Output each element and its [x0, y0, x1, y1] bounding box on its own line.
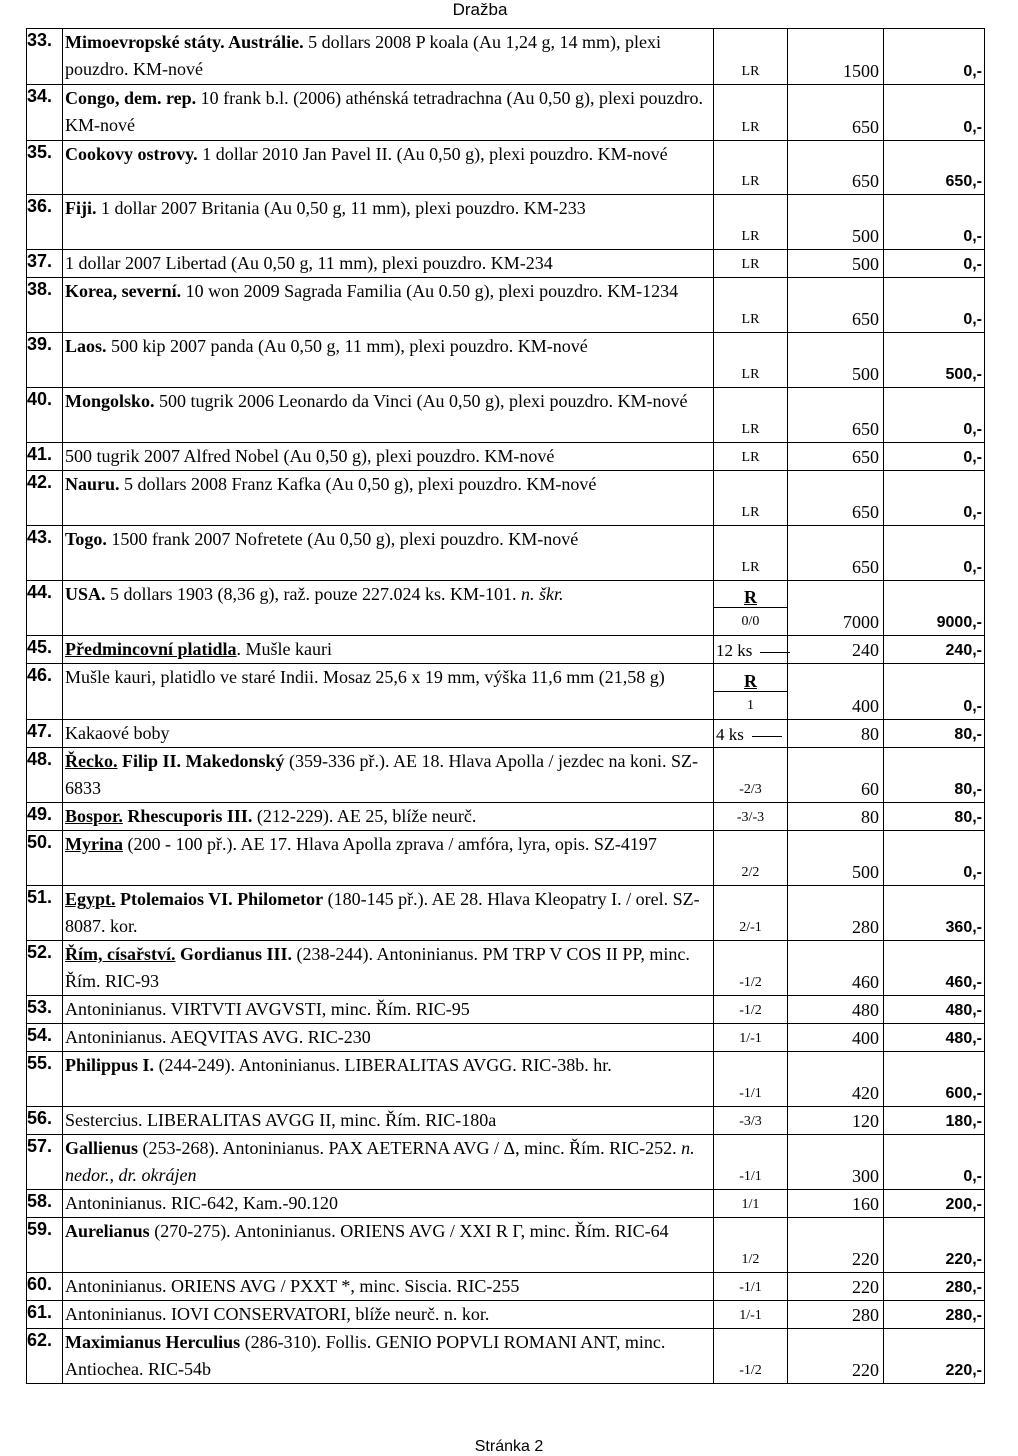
dash-mark — [760, 652, 790, 653]
lot-final-price: 80,- — [884, 748, 985, 803]
lot-condition — [714, 1218, 788, 1273]
lot-row — [27, 195, 985, 250]
lot-row — [27, 526, 985, 581]
lot-number: 36. — [27, 195, 63, 250]
lot-row — [27, 636, 985, 664]
lot-description-part: Laos. — [65, 336, 107, 356]
lot-final-price: 220,- — [884, 1218, 985, 1273]
lot-final-price: 0,- — [884, 388, 985, 443]
lot-start-price: 480 — [788, 996, 884, 1024]
lot-number: 55. — [27, 1052, 63, 1107]
lot-condition — [714, 1024, 788, 1052]
lot-condition-value: LR — [741, 64, 760, 79]
lot-start-price: 500 — [788, 195, 884, 250]
lot-condition-value: -3/3 — [739, 1114, 762, 1129]
lot-description-part: Antoninianus. RIC-642, Kam.-90.120 — [65, 1193, 338, 1213]
lot-condition — [714, 996, 788, 1024]
lot-condition — [714, 1301, 788, 1329]
lot-start-price: 650 — [788, 141, 884, 195]
document-header: Dražba — [452, 0, 508, 19]
lot-start-price: 220 — [788, 1218, 884, 1273]
lot-row — [27, 471, 985, 526]
lot-description — [63, 748, 714, 803]
auction-lots-table — [26, 28, 985, 1384]
lot-start-price: 400 — [788, 664, 884, 720]
lot-description — [63, 720, 714, 748]
lot-description-part: (238-244). Antoninianus. PM TRP V COS II PP, minc. Řím. RIC-93 — [65, 944, 690, 991]
lot-condition — [714, 581, 788, 636]
lot-description-part: Kakaové boby — [65, 723, 170, 743]
lot-description-part: Cookovy ostrovy. — [65, 144, 198, 164]
lot-final-price: 0,- — [884, 526, 985, 581]
lot-condition — [714, 1135, 788, 1190]
lot-number: 59. — [27, 1218, 63, 1273]
lot-number: 46. — [27, 664, 63, 720]
lot-start-price: 120 — [788, 1107, 884, 1135]
lot-number: 60. — [27, 1273, 63, 1301]
lot-condition-value: LR — [741, 560, 760, 575]
lot-condition — [714, 85, 788, 141]
lot-condition — [714, 803, 788, 831]
lot-condition-value: LR — [741, 505, 760, 520]
lot-description-part: 500 tugrik 2007 Alfred Nobel (Au 0,50 g), plexi pouzdro. KM-nové — [65, 446, 555, 466]
lot-row — [27, 1301, 985, 1329]
lot-row — [27, 1273, 985, 1301]
lot-description-part: 10 frank b.l. (2006) athénská tetradrachna (Au 0,50 g), plexi pouzdro. KM-nové — [65, 88, 704, 135]
lot-description-part: Congo, dem. rep. — [65, 88, 197, 108]
lot-description-part: Nauru. — [65, 474, 120, 494]
lot-row — [27, 720, 985, 748]
lot-description — [63, 886, 714, 941]
lot-description-part: Korea, severní. — [65, 281, 182, 301]
lot-description-part: USA. — [65, 584, 106, 604]
lot-description — [63, 195, 714, 250]
lot-description-part: n. nedor., dr. okrájen — [65, 1138, 695, 1185]
lot-description — [63, 581, 714, 636]
lot-number: 45. — [27, 636, 63, 664]
lot-condition — [714, 471, 788, 526]
lot-final-price: 480,- — [884, 1024, 985, 1052]
lot-condition — [714, 195, 788, 250]
lot-condition — [714, 29, 788, 85]
lot-row — [27, 443, 985, 471]
lot-condition — [714, 636, 788, 664]
lot-description — [63, 1107, 714, 1135]
lot-condition — [714, 1052, 788, 1107]
lot-condition-value: -1/2 — [739, 1003, 762, 1018]
lot-condition-value: -2/3 — [739, 782, 762, 797]
lot-description — [63, 85, 714, 141]
lot-start-price: 460 — [788, 941, 884, 996]
lot-number: 54. — [27, 1024, 63, 1052]
lot-condition-value: -1/2 — [739, 975, 762, 990]
lot-description-part: Antoninianus. VIRTVTI AVGVSTI, minc. Řím. RIC-95 — [65, 999, 470, 1019]
lot-condition-value: 1/1 — [741, 1197, 760, 1212]
lot-final-price: 0,- — [884, 831, 985, 886]
lot-description — [63, 29, 714, 85]
lot-number: 38. — [27, 278, 63, 333]
lot-row — [27, 1052, 985, 1107]
lot-condition-value: LR — [741, 450, 760, 465]
lot-quality-mark: R — [744, 587, 757, 607]
lot-condition-value: LR — [741, 174, 760, 189]
lot-start-price: 280 — [788, 886, 884, 941]
lot-description-part: (200 - 100 př.). AE 17. Hlava Apolla zprava / amfóra, lyra, opis. SZ-4197 — [123, 834, 657, 854]
lot-description-part: Egypt. — [65, 889, 116, 909]
lot-condition — [714, 941, 788, 996]
lot-condition-value: LR — [741, 120, 760, 135]
lot-description-part: Mušle kauri, platidlo ve staré Indii. Mosaz 25,6 x 19 mm, výška 11,6 mm (21,58 g) — [65, 667, 665, 687]
lot-number: 62. — [27, 1329, 63, 1384]
lot-description — [63, 941, 714, 996]
lot-final-price: 0,- — [884, 1135, 985, 1190]
lot-description-part: Řecko. — [65, 751, 118, 771]
lot-final-price: 0,- — [884, 85, 985, 141]
lot-description-part: 5 dollars 2008 P koala (Au 1,24 g, 14 mm), plexi pouzdro. KM-nové — [65, 32, 661, 79]
lot-final-price: 220,- — [884, 1329, 985, 1384]
lot-description — [63, 1052, 714, 1107]
lot-start-price: 400 — [788, 1024, 884, 1052]
lot-row — [27, 1107, 985, 1135]
lot-final-price: 0,- — [884, 29, 985, 85]
lot-description — [63, 471, 714, 526]
lot-description — [63, 278, 714, 333]
lot-description-part: 5 dollars 1903 (8,36 g), raž. pouze 227.024 ks. KM-101. — [105, 584, 521, 604]
lot-start-price: 280 — [788, 1301, 884, 1329]
lot-row — [27, 803, 985, 831]
lot-condition-value: 2/-1 — [739, 920, 762, 935]
lot-description-part: 1 dollar 2010 Jan Pavel II. (Au 0,50 g), plexi pouzdro. KM-nové — [197, 144, 668, 164]
lot-number: 37. — [27, 250, 63, 278]
lot-description-part: . Mušle kauri — [236, 639, 332, 659]
lot-number: 39. — [27, 333, 63, 388]
lot-start-price: 650 — [788, 278, 884, 333]
lot-description-part: (244-249). Antoninianus. LIBERALITAS AVGG. RIC-38b. hr. — [154, 1055, 612, 1075]
lot-description — [63, 803, 714, 831]
lot-description-part: Togo. — [65, 529, 107, 549]
lot-final-price: 0,- — [884, 278, 985, 333]
lot-description-part: (270-275). Antoninianus. ORIENS AVG / XXI R Γ, minc. Řím. RIC-64 — [149, 1221, 669, 1241]
lot-description-part: 500 tugrik 2006 Leonardo da Vinci (Au 0,50 g), plexi pouzdro. KM-nové — [154, 391, 688, 411]
lot-row — [27, 1190, 985, 1218]
lot-description — [63, 250, 714, 278]
lot-description-part: Mongolsko. — [65, 391, 155, 411]
lot-start-price: 650 — [788, 471, 884, 526]
lot-row — [27, 886, 985, 941]
lot-row — [27, 29, 985, 85]
lot-condition-value: 1/2 — [741, 1252, 760, 1267]
lot-final-price: 80,- — [884, 720, 985, 748]
lot-condition — [714, 720, 788, 748]
lot-condition-value: -3/-3 — [736, 810, 765, 825]
lot-number: 50. — [27, 831, 63, 886]
lot-number: 52. — [27, 941, 63, 996]
lot-description-part: 10 won 2009 Sagrada Familia (Au 0.50 g), plexi pouzdro. KM-1234 — [181, 281, 679, 301]
lot-number: 43. — [27, 526, 63, 581]
lot-condition — [714, 1190, 788, 1218]
lot-condition — [714, 333, 788, 388]
lot-description — [63, 333, 714, 388]
lot-start-price: 160 — [788, 1190, 884, 1218]
lot-condition-value: LR — [741, 312, 760, 327]
lot-condition-value: -1/2 — [739, 1363, 762, 1378]
lot-description-part: Gordianus III. — [179, 944, 293, 964]
lot-condition — [714, 526, 788, 581]
lot-number: 40. — [27, 388, 63, 443]
lot-description-part: 1 dollar 2007 Britania (Au 0,50 g, 11 mm), plexi pouzdro. KM-233 — [96, 198, 586, 218]
lot-number: 51. — [27, 886, 63, 941]
lot-condition-value: LR — [741, 422, 760, 437]
lot-condition — [714, 831, 788, 886]
lot-description — [63, 1301, 714, 1329]
lot-row — [27, 996, 985, 1024]
lot-condition — [714, 443, 788, 471]
lot-description-part: Mimoevropské státy. Austrálie. — [65, 32, 304, 52]
lot-row — [27, 278, 985, 333]
lot-condition — [714, 141, 788, 195]
lot-start-price: 220 — [788, 1273, 884, 1301]
lot-final-price: 200,- — [884, 1190, 985, 1218]
lot-start-price: 650 — [788, 526, 884, 581]
lot-row — [27, 1135, 985, 1190]
lot-number: 41. — [27, 443, 63, 471]
lot-row — [27, 388, 985, 443]
lot-number: 57. — [27, 1135, 63, 1190]
lot-final-price: 9000,- — [884, 581, 985, 636]
lot-start-price: 500 — [788, 250, 884, 278]
lot-condition-value: LR — [741, 229, 760, 244]
dash-mark — [752, 736, 782, 737]
lot-description-part: Filip II. Makedonský — [122, 751, 285, 771]
lot-condition — [714, 250, 788, 278]
lot-description — [63, 443, 714, 471]
lot-condition-value: 1/-1 — [739, 1308, 762, 1323]
lot-condition — [714, 278, 788, 333]
lot-final-price: 0,- — [884, 664, 985, 720]
lot-final-price: 280,- — [884, 1273, 985, 1301]
lot-start-price: 80 — [788, 720, 884, 748]
lot-description — [63, 996, 714, 1024]
lot-final-price: 80,- — [884, 803, 985, 831]
lots-table-body — [27, 29, 985, 1384]
lot-number: 48. — [27, 748, 63, 803]
lot-condition-value: -1/1 — [739, 1086, 762, 1101]
lot-start-price: 650 — [788, 443, 884, 471]
lot-condition — [714, 886, 788, 941]
lot-final-price: 600,- — [884, 1052, 985, 1107]
lot-condition — [714, 1329, 788, 1384]
lot-description-part: Ptolemaios VI. Philometor — [120, 889, 324, 909]
lot-final-price: 460,- — [884, 941, 985, 996]
lot-description — [63, 1273, 714, 1301]
lot-number: 47. — [27, 720, 63, 748]
lot-start-price: 60 — [788, 748, 884, 803]
lot-number: 56. — [27, 1107, 63, 1135]
lot-description-part: (359-336 př.). AE 18. Hlava Apolla / jezdec na koni. SZ-6833 — [65, 751, 698, 798]
lot-start-price: 500 — [788, 333, 884, 388]
lot-quality-mark: R — [744, 671, 757, 691]
lot-row — [27, 85, 985, 141]
lot-condition-value: 1/-1 — [739, 1031, 762, 1046]
lot-final-price: 0,- — [884, 250, 985, 278]
lot-final-price: 0,- — [884, 471, 985, 526]
lot-final-price: 240,- — [884, 636, 985, 664]
lot-number: 49. — [27, 803, 63, 831]
lot-description-part: (253-268). Antoninianus. PAX AETERNA AVG / Δ, minc. Řím. RIC-252. — [138, 1138, 682, 1158]
lot-condition-value: 2/2 — [741, 865, 760, 880]
lot-start-price: 300 — [788, 1135, 884, 1190]
lot-start-price: 7000 — [788, 581, 884, 636]
lot-description-part: Gallienus — [65, 1138, 139, 1158]
lot-description-part: 500 kip 2007 panda (Au 0,50 g, 11 mm), plexi pouzdro. KM-nové — [106, 336, 588, 356]
lot-description — [63, 1024, 714, 1052]
lot-description — [63, 1218, 714, 1273]
lot-number: 53. — [27, 996, 63, 1024]
page-number: Stránka 2 — [474, 1438, 544, 1455]
lot-condition-value: 1 — [714, 691, 787, 719]
lot-condition-value: 0/0 — [714, 607, 787, 635]
lot-final-price: 0,- — [884, 195, 985, 250]
lot-start-price: 1500 — [788, 29, 884, 85]
lot-description — [63, 1190, 714, 1218]
lot-row — [27, 250, 985, 278]
lot-condition-value: -1/1 — [739, 1169, 762, 1184]
lot-quantity: 4 ks — [716, 725, 744, 744]
lot-row — [27, 941, 985, 996]
lot-description — [63, 388, 714, 443]
lot-description — [63, 1329, 714, 1384]
lot-description — [63, 1135, 714, 1190]
lot-description-part: Předmincovní platidla — [65, 639, 237, 659]
lot-final-price: 500,- — [884, 333, 985, 388]
lot-final-price: 0,- — [884, 443, 985, 471]
lot-description-part: Rhescuporis III. — [127, 806, 253, 826]
lot-description-part: Myrina — [65, 834, 123, 854]
lot-start-price: 80 — [788, 803, 884, 831]
lot-start-price: 220 — [788, 1329, 884, 1384]
lot-start-price: 650 — [788, 388, 884, 443]
lot-final-price: 360,- — [884, 886, 985, 941]
lot-row — [27, 1329, 985, 1384]
lot-row — [27, 748, 985, 803]
lot-condition — [714, 1107, 788, 1135]
lot-description-part: Maximianus Herculius — [65, 1332, 241, 1352]
lot-description-part: n. škr. — [520, 584, 564, 604]
lot-description-part: Bospor. — [65, 806, 123, 826]
lot-number: 33. — [27, 29, 63, 85]
lot-description-part: Antoninianus. ORIENS AVG / PXXT *, minc. Siscia. RIC-255 — [65, 1276, 520, 1296]
lot-description-part: (212-229). AE 25, blíže neurč. — [252, 806, 477, 826]
lot-description-part: Philippus I. — [65, 1055, 155, 1075]
lot-start-price: 420 — [788, 1052, 884, 1107]
lot-description-part: 5 dollars 2008 Franz Kafka (Au 0,50 g), plexi pouzdro. KM-nové — [119, 474, 597, 494]
lot-description-part: Sestercius. LIBERALITAS AVGG II, minc. Řím. RIC-180a — [65, 1110, 497, 1130]
lot-number: 34. — [27, 85, 63, 141]
lot-start-price: 650 — [788, 85, 884, 141]
lot-condition — [714, 1273, 788, 1301]
lot-condition — [714, 664, 788, 720]
lot-description-part: 1500 frank 2007 Nofretete (Au 0,50 g), plexi pouzdro. KM-nové — [106, 529, 579, 549]
lot-description-part: 1 dollar 2007 Libertad (Au 0,50 g, 11 mm), plexi pouzdro. KM-234 — [65, 253, 553, 273]
lot-condition — [714, 748, 788, 803]
lot-number: 58. — [27, 1190, 63, 1218]
lot-description-part: Antoninianus. AEQVITAS AVG. RIC-230 — [65, 1027, 371, 1047]
lot-condition-value: -1/1 — [739, 1280, 762, 1295]
lot-description-part: Antoninianus. IOVI CONSERVATORI, blíže neurč. n. kor. — [65, 1304, 490, 1324]
lot-final-price: 480,- — [884, 996, 985, 1024]
lot-row — [27, 1218, 985, 1273]
lot-number: 44. — [27, 581, 63, 636]
lot-description — [63, 636, 714, 664]
lot-start-price: 240 — [788, 636, 884, 664]
lot-row — [27, 333, 985, 388]
lot-description-part: Aurelianus — [65, 1221, 150, 1241]
lot-condition-value: LR — [741, 257, 760, 272]
lot-description-part: (286-310). Follis. GENIO POPVLI ROMANI ANT, minc. Antiochea. RIC-54b — [65, 1332, 666, 1379]
lot-description — [63, 831, 714, 886]
lot-row — [27, 1024, 985, 1052]
lot-description-part: Fiji. — [65, 198, 97, 218]
lot-condition — [714, 388, 788, 443]
lot-final-price: 180,- — [884, 1107, 985, 1135]
lot-row — [27, 664, 985, 720]
lot-quantity: 12 ks — [716, 641, 753, 660]
lot-number: 61. — [27, 1301, 63, 1329]
lot-description — [63, 141, 714, 195]
lot-row — [27, 141, 985, 195]
lot-description — [63, 526, 714, 581]
lot-final-price: 280,- — [884, 1301, 985, 1329]
lot-row — [27, 831, 985, 886]
lot-row — [27, 581, 985, 636]
lot-start-price: 500 — [788, 831, 884, 886]
lot-description-part: Řím, císařství. — [65, 944, 176, 964]
lot-description-part: (180-145 př.). AE 28. Hlava Kleopatry I. / orel. SZ-8087. kor. — [65, 889, 700, 936]
lot-description — [63, 664, 714, 720]
lot-final-price: 650,- — [884, 141, 985, 195]
lot-number: 35. — [27, 141, 63, 195]
lot-condition-value: LR — [741, 367, 760, 382]
lot-number: 42. — [27, 471, 63, 526]
